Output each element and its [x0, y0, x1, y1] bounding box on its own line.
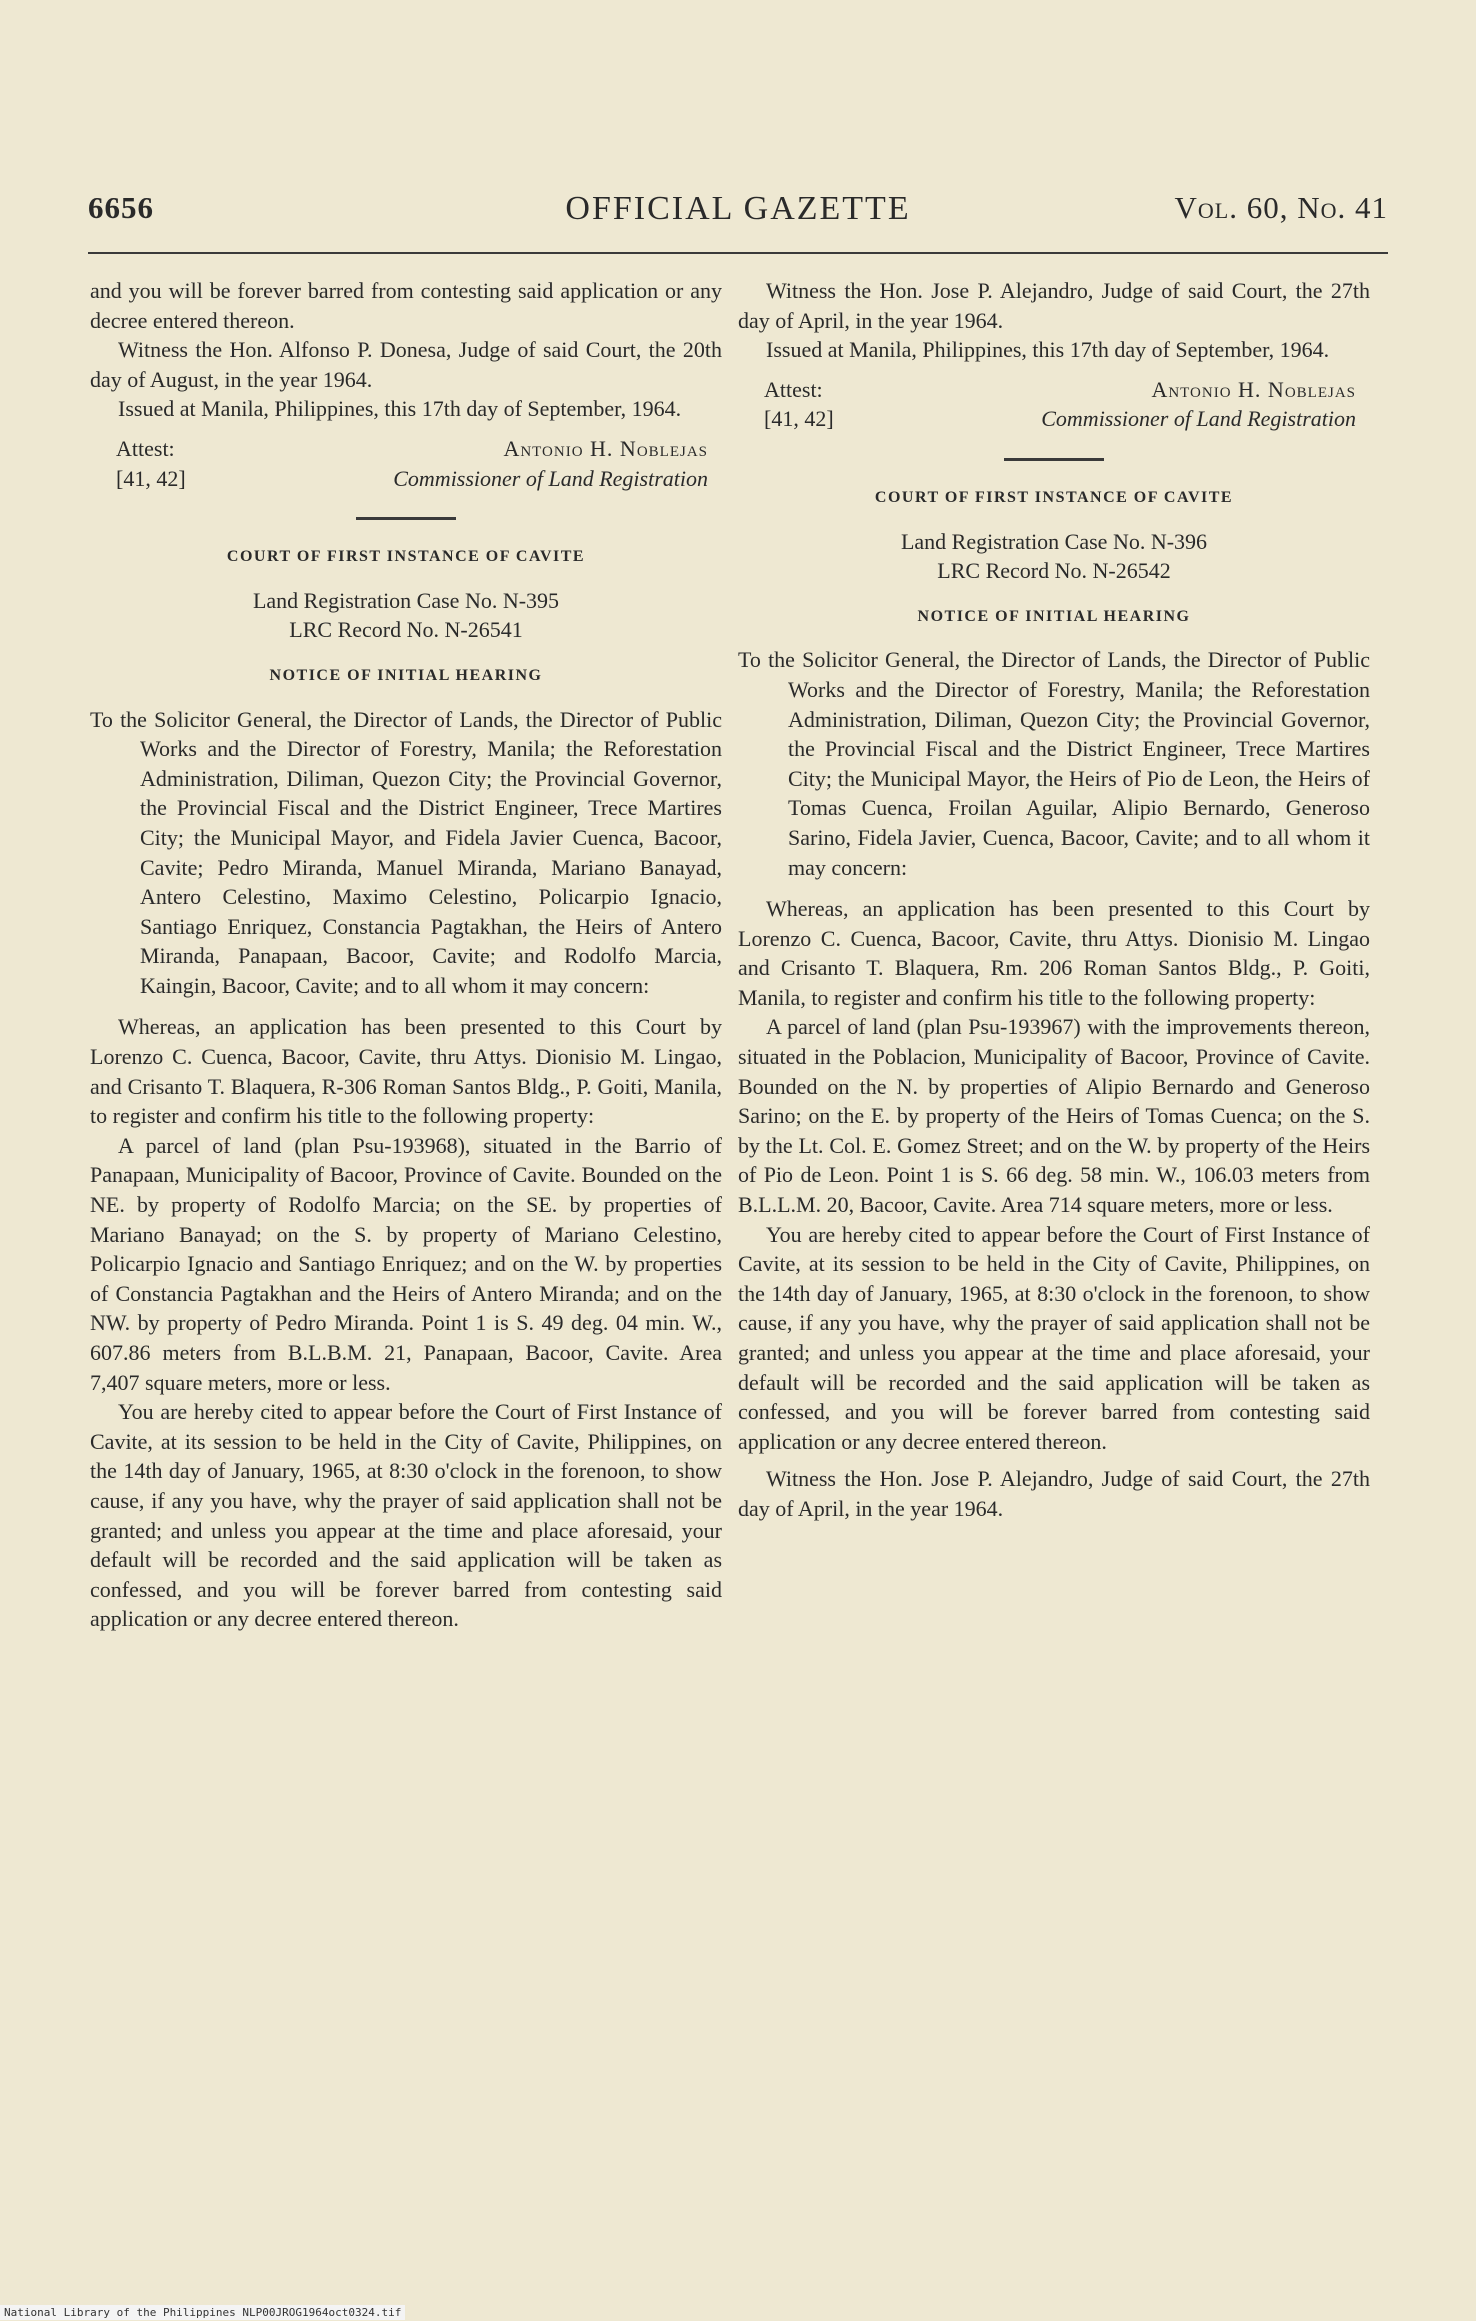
witness-paragraph: Witness the Hon. Jose P. Alejandro, Judge of said Court, the 27th day of April, in the year 1964.	[738, 278, 1370, 333]
page-number: 6656	[88, 190, 154, 225]
whereas-paragraph: Whereas, an application has been presented to this Court by Lorenzo C. Cuenca, Bacoor, Cavite, thru Attys. Dionisio M. Lingao, and Crisanto T. Blaquera, R-306 Roman Santos Bldg., P. Goiti, Manila, to register and confirm his title to the following property:	[90, 1014, 722, 1129]
witness-paragraph: Witness the Hon. Alfonso P. Donesa, Judge of said Court, the 20th day of August, in the year 1964.	[90, 337, 722, 392]
section-separator	[1004, 458, 1104, 461]
volume-number: Vol. 60, No. 41	[1174, 190, 1388, 225]
case-number: Land Registration Case No. N-395	[252, 587, 560, 613]
lrc-record: LRC Record No. N-26542	[937, 558, 1171, 584]
attest-title: Commissioner of Land Registration	[1041, 406, 1356, 432]
attest-label: Attest:	[116, 435, 175, 461]
issued-paragraph: Issued at Manila, Philippines, this 17th day of September, 1964.	[766, 337, 1330, 363]
left-column	[90, 276, 722, 1634]
header-rule	[88, 252, 1388, 254]
attest-ref: [41, 42]	[116, 465, 186, 491]
attest-title: Commissioner of Land Registration	[393, 465, 708, 491]
attest-label: Attest:	[764, 376, 823, 402]
cited-paragraph: You are hereby cited to appear before the Court of First Instance of Cavite, at its session to be held in the City of Cavite, Philippines, on the 14th day of January, 1965, at 8:30 o'clock in the forenoon, to show cause, if any you have, why the prayer of said application shall not be granted; and unless you appear at the time and place aforesaid, your default will be recorded and the said application will be taken as confessed, and you will be forever barred from contesting said application or any decree entered thereon.	[90, 1399, 722, 1632]
addressees-paragraph: To the Solicitor General, the Director of Lands, the Director of Public Works and the Director of Forestry, Manila; the Reforestation Administration, Diliman, Quezon City; the Provincial Governor, the Provincial Fiscal and the District Engineer, Trece Martires City; the Municipal Mayor, the Heirs of Pio de Leon, the Heirs of Tomas Cuenca, Froilan Aguilar, Alipio Bernardo, Generoso Sarino, Fidela Javier, Cuenca, Bacoor, Cavite; and to all whom it may concern:	[738, 647, 1370, 880]
page-header	[88, 190, 1388, 240]
parcel-paragraph: A parcel of land (plan Psu-193967) with the improvements thereon, situated in the Poblacion, Municipality of Bacoor, Province of Cavite. Bounded on the N. by properties of Alipio Bernardo and Generoso Sarino; on the E. by property of the Heirs of Tomas Cuenca; on the S. by the Lt. Col. E. Gomez Street; and on the W. by property of the Heirs of Pio de Leon. Point 1 is S. 66 deg. 58 min. W., 106.03 meters from B.L.L.M. 20, Bacoor, Cavite. Area 714 square meters, more or less.	[738, 1014, 1370, 1218]
page-title: OFFICIAL GAZETTE	[565, 190, 911, 227]
notice-heading: NOTICE OF INITIAL HEARING	[917, 607, 1191, 625]
attest-block-2	[738, 404, 1370, 434]
issued-paragraph: Issued at Manila, Philippines, this 17th day of September, 1964.	[118, 396, 682, 422]
attest-officer: Antonio H. Noblejas	[503, 435, 708, 461]
addressees-paragraph: To the Solicitor General, the Director of Lands, the Director of Public Works and the Director of Forestry, Manila; the Reforestation Administration, Diliman, Quezon City; the Provincial Governor, the Provincial Fiscal and the District Engineer, Trece Martires City; the Municipal Mayor, and Fidela Javier Cuenca, Bacoor, Cavite; Pedro Miranda, Manuel Miranda, Mariano Banayad, Antero Celestino, Maximo Celestino, Policarpio Ignacio, Santiago Enriquez, Constancia Pagtakhan, the Heirs of Antero Miranda, Panapaan, Bacoor, Cavite; and Rodolfo Marcia, Kaingin, Bacoor, Cavite; and to all whom it may concern:	[90, 706, 722, 998]
attest-block	[90, 434, 722, 464]
cited-paragraph: You are hereby cited to appear before the Court of First Instance of Cavite, at its session to be held in the City of Cavite, Philippines, on the 14th day of January, 1965, at 8:30 o'clock in the forenoon, to show cause, if any you have, why the prayer of said application shall not be granted; and unless you appear at the time and place aforesaid, your default will be recorded and the said application will be taken as confessed, and you will be forever barred from contesting said application or any decree entered thereon.	[738, 1221, 1370, 1454]
attest-ref: [41, 42]	[764, 406, 834, 432]
attest-block	[738, 375, 1370, 405]
whereas-paragraph: Whereas, an application has been presented to this Court by Lorenzo C. Cuenca, Bacoor, Cavite, thru Attys. Dionisio M. Lingao and Crisanto T. Blaquera, Rm. 206 Roman Santos Bldg., P. Goiti, Manila, to register and confirm his title to the following property:	[738, 896, 1370, 1010]
case-number: Land Registration Case No. N-396	[900, 528, 1208, 554]
witness-paragraph-final: Witness the Hon. Jose P. Alejandro, Judge of said Court, the 27th day of April, in the year 1964.	[738, 1466, 1370, 1521]
lrc-record: LRC Record No. N-26541	[289, 617, 523, 643]
source-footer: National Library of the Philippines NLP00JROG1964oct0324.tif	[0, 2305, 405, 2320]
court-heading: COURT OF FIRST INSTANCE OF CAVITE	[226, 548, 586, 566]
right-column	[738, 276, 1370, 1524]
notice-heading: NOTICE OF INITIAL HEARING	[269, 666, 543, 684]
parcel-paragraph: A parcel of land (plan Psu-193968), situated in the Barrio of Panapaan, Municipality of Bacoor, Province of Cavite. Bounded on the NE. by property of Rodolfo Marcia; on the SE. by properties of Mariano Banayad; on the S. by property of Mariano Celestino, Policarpio Ignacio and Santiago Enriquez; and on the W. by properties of Constancia Pagtakhan and the Heirs of Antero Miranda; and on the NW. by property of Pedro Miranda. Point 1 is S. 49 deg. 04 min. W., 607.86 meters from B.L.B.M. 21, Panapaan, Bacoor, Cavite. Area 7,407 square meters, more or less.	[90, 1132, 722, 1395]
continued-paragraph: and you will be forever barred from contesting said application or any decree entered thereon.	[90, 278, 722, 333]
attest-block-2	[90, 464, 722, 494]
attest-officer: Antonio H. Noblejas	[1151, 376, 1356, 402]
section-separator	[356, 517, 456, 520]
court-heading: COURT OF FIRST INSTANCE OF CAVITE	[874, 488, 1234, 506]
